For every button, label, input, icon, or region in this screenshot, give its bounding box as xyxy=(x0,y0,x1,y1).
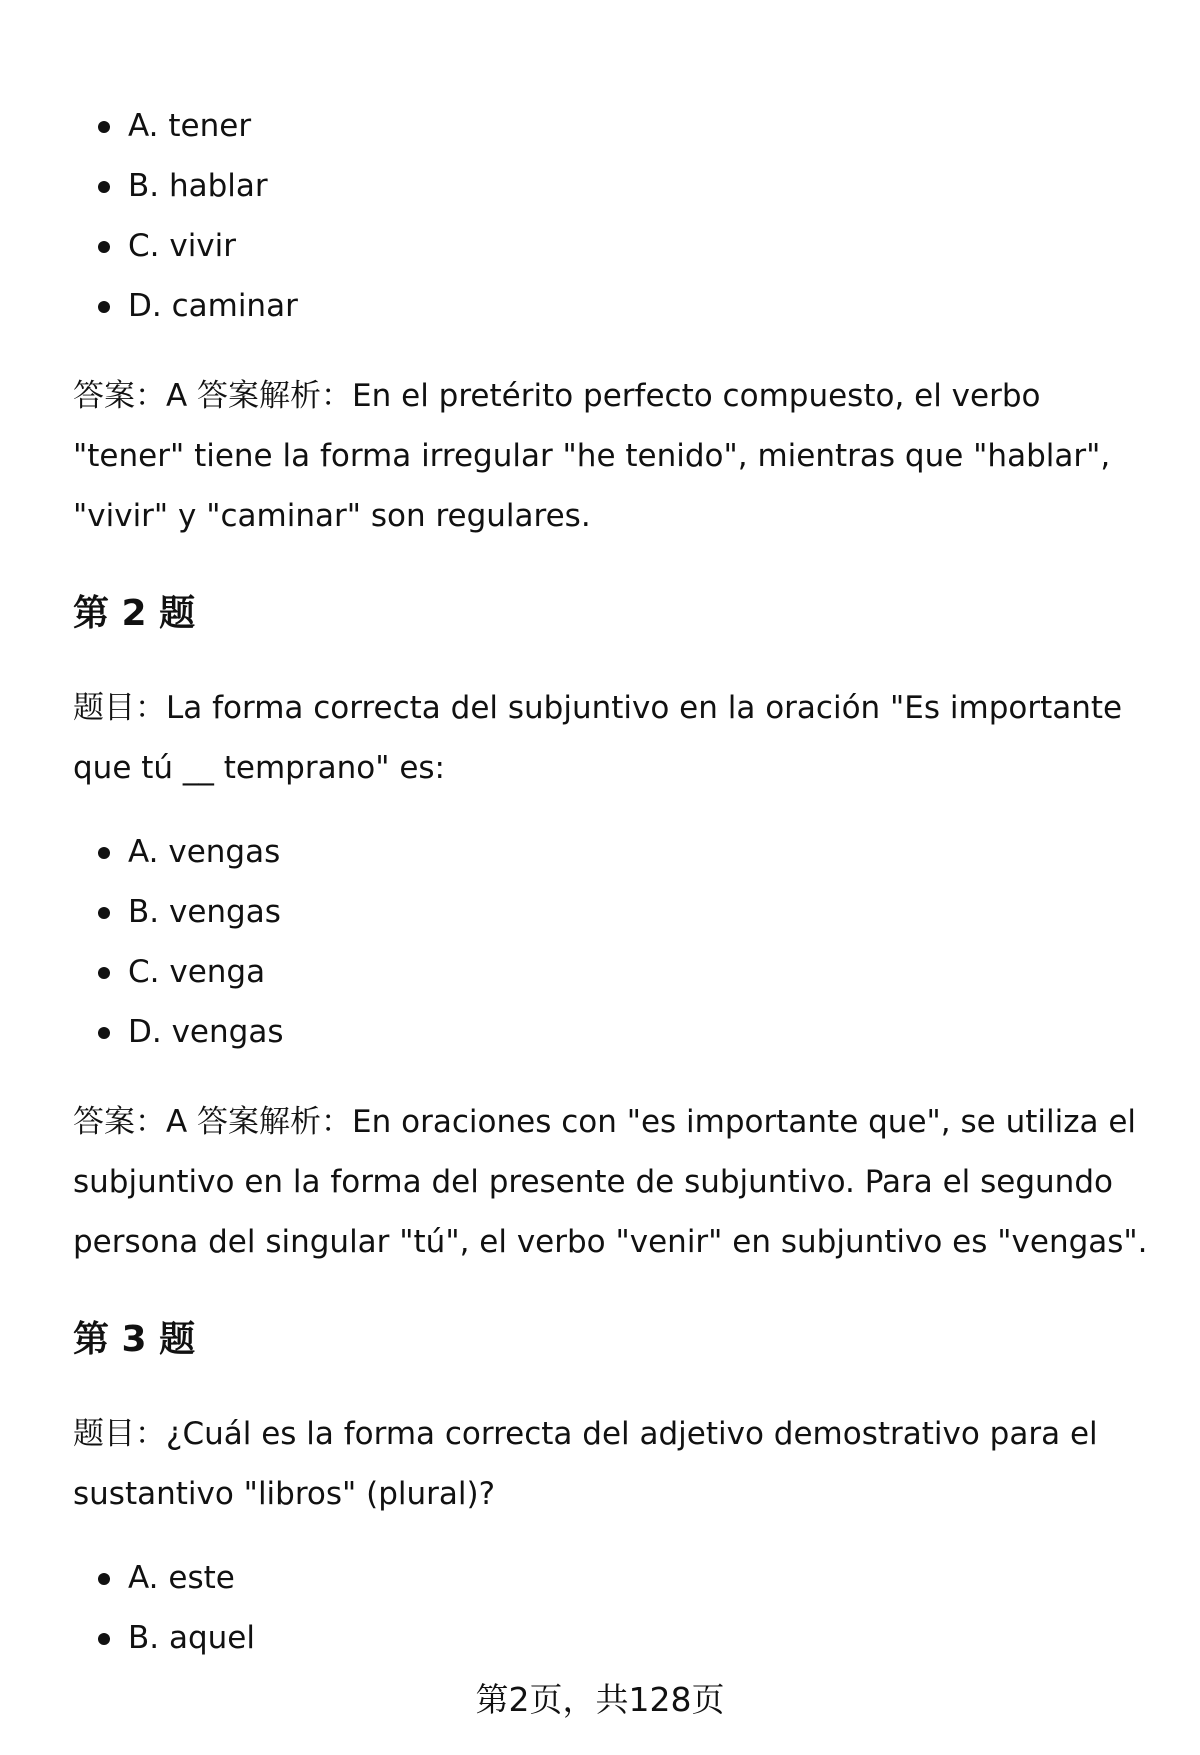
bullet-icon xyxy=(98,1573,110,1585)
question-1-option-d xyxy=(73,276,1153,336)
question-1-answer: 答案：A 答案解析：En el pretérito perfecto compuesto, el verbo "tener" tiene la forma irregular "he tenido", mientras que "hablar", "vivir" y "caminar" son regulares. xyxy=(73,378,1111,534)
question-3-option-b xyxy=(73,1608,1153,1668)
question-2-option-d xyxy=(73,1002,1153,1062)
question-2-stem: 题目：La forma correcta del subjuntivo en la oración "Es importante que tú __ temprano" es: xyxy=(73,690,1123,786)
bullet-icon xyxy=(98,241,110,253)
bullet-icon xyxy=(98,847,110,859)
page-number-footer: 第2页，共128页 xyxy=(475,1680,725,1719)
option-text: A. este xyxy=(128,1560,235,1596)
question-1-option-a xyxy=(73,96,1153,156)
option-text: A. tener xyxy=(128,108,252,144)
question-3-options xyxy=(73,1548,1153,1668)
option-text: C. venga xyxy=(128,954,266,990)
option-text: D. caminar xyxy=(128,288,298,324)
bullet-icon xyxy=(98,1027,110,1039)
bullet-icon xyxy=(98,181,110,193)
question-2-option-b xyxy=(73,882,1153,942)
option-text: A. vengas xyxy=(128,834,281,870)
option-text: B. hablar xyxy=(128,168,268,204)
option-text: D. vengas xyxy=(128,1014,284,1050)
question-2-option-a xyxy=(73,822,1153,882)
question-1-options xyxy=(73,96,1153,336)
question-2-answer: 答案：A 答案解析：En oraciones con "es importante que", se utiliza el subjuntivo en la forma del presente de subjuntivo. Para el segundo persona del singular "tú", el verbo "venir" en subjuntivo es "vengas". xyxy=(73,1104,1148,1260)
option-text: B. aquel xyxy=(128,1620,255,1656)
question-1-option-c xyxy=(73,216,1153,276)
option-text: B. vengas xyxy=(128,894,281,930)
question-3-stem: 题目：¿Cuál es la forma correcta del adjetivo demostrativo para el sustantivo "libros" (plural)? xyxy=(73,1416,1098,1512)
document-content xyxy=(73,96,1153,1668)
question-3-heading: 第 3 题 xyxy=(73,1319,196,1360)
bullet-icon xyxy=(98,121,110,133)
question-2-option-c xyxy=(73,942,1153,1002)
bullet-icon xyxy=(98,967,110,979)
question-2-heading: 第 2 题 xyxy=(73,593,196,634)
question-2-options xyxy=(73,822,1153,1062)
bullet-icon xyxy=(98,907,110,919)
question-3-option-a xyxy=(73,1548,1153,1608)
bullet-icon xyxy=(98,301,110,313)
option-text: C. vivir xyxy=(128,228,237,264)
bullet-icon xyxy=(98,1633,110,1645)
question-1-option-b xyxy=(73,156,1153,216)
